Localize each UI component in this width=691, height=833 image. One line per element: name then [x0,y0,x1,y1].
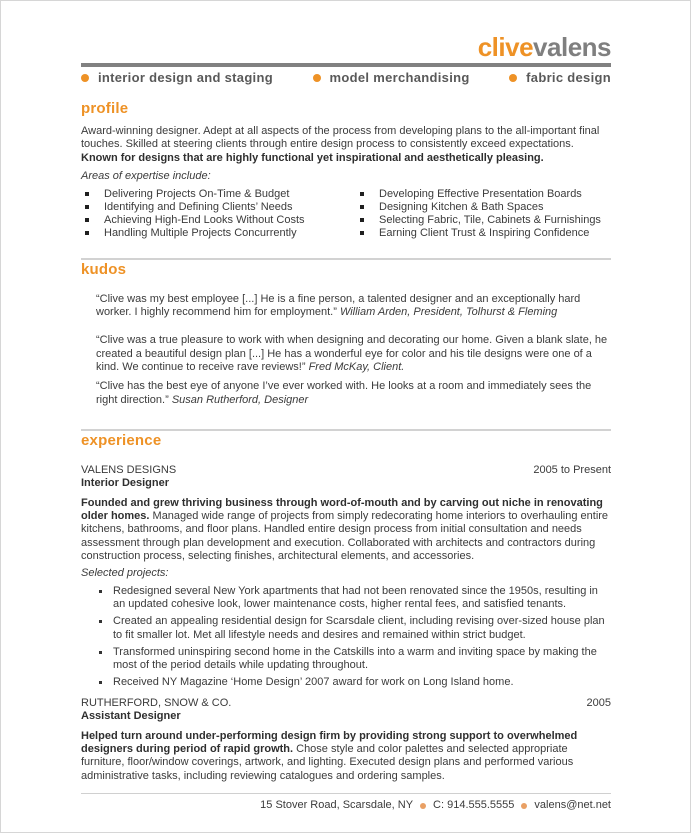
square-bullet-icon [99,681,102,684]
list-item [81,676,611,689]
job-description-bold: Founded and grew thriving business through word-of-mouth and by carving out niche in renovating older homes. [81,496,603,523]
tagline-label: fabric design [526,70,611,85]
bullet-dot-icon [509,74,517,82]
job-description-text: Managed wide range of projects from simply redecorating home interiors to overhauling entire kitchens, bathrooms, and floor plans. Handled entire design process from initial consultation and needs assessment through plan development and execution. Collaborated with architects and contractors during construction process, selecting finishes, architectural elements, and accessories. [81,510,609,563]
job-description [81,497,611,563]
company-name: VALENS DESIGNS [81,463,177,476]
square-bullet-icon [360,205,364,209]
square-bullet-icon [99,620,102,623]
job-title: Interior Designer [81,476,170,489]
quote-attribution: Fred McKay, Client. [308,361,405,373]
list-item [81,585,611,612]
tagline [81,70,611,86]
quote-attribution: Susan Rutherford, Designer [171,393,309,406]
list-item [356,188,611,201]
project-text: Received NY Magazine ‘Home Design’ 2007 award for work on Long Island home. [113,676,514,689]
profile-summary [81,125,611,165]
job-dates: 2005 to Present [533,463,611,476]
bullet-dot-icon [81,74,89,82]
project-text: Created an appealing residential design for Scarsdale client, including revising over-sized house plan to fit smaller lot. Met all lifestyle needs and desires and remained within strict budget. [113,615,605,641]
expertise-columns [81,188,611,240]
brand-last-name: valens [533,32,611,62]
header-rule [81,63,611,67]
list-item [356,214,611,227]
square-bullet-icon [85,218,89,222]
contact-phone: C: 914.555.5555 [433,799,515,811]
list-item [81,615,611,642]
quote-text: “Clive was a true pleasure to work with when designing and decorating our home. Given a blank slate, he created a beautiful design plan [...] He has a wonderful eye for color and his tile designs were one of a kind. We continue to receive rave reviews!” [96,334,608,373]
testimonial-quote [96,334,611,374]
profile-summary-bold: Known for designs that are highly functional yet inspirational and aesthetically pleasing. [81,151,544,164]
tagline-label: model merchandising [329,70,470,85]
profile-heading: profile [81,100,129,117]
footer [81,793,611,812]
list-item [81,646,611,673]
tagline-label: interior design and staging [98,70,273,85]
kudos-heading: kudos [81,260,127,278]
job-description-bold: Helped turn around under-performing design firm by providing strong support to overwhelmed designers during period of rapid growth. [81,729,578,756]
quote-text: “Clive was my best employee [...] He is a fine person, a talented designer and an exceptionally hard worker. I highly recommend him for employment.” [96,292,581,319]
projects-label: Selected projects: [81,567,169,580]
expertise-text: Handling Multiple Projects Concurrently [104,226,297,239]
quote-text: “Clive has the best eye of anyone I’ve ever worked with. He looks at a room and immediately sees the right direction.” [96,380,592,406]
job-description [81,730,611,783]
bullet-dot-icon [420,803,426,809]
job-header [81,464,611,477]
bullet-dot-icon [313,74,321,82]
job-entry [81,464,611,690]
brand-first-name: clive [477,32,534,62]
list-item [81,201,356,214]
testimonial-quote [96,380,611,407]
section-kudos [81,258,611,407]
job-header [81,697,611,710]
list-item [81,188,356,201]
job-description-text: Chose style and color palettes and selected appropriate furniture, floor/window coverings, artwork, and lighting. Executed design plans and performed various administrative tasks, including reviewing catalogues and ordering samples. [81,743,574,782]
testimonial-quote [96,293,611,320]
expertise-label: Areas of expertise include: [81,169,211,182]
job-title: Assistant Designer [81,709,181,722]
tagline-item [313,70,470,86]
list-item [81,227,356,240]
list-item [356,201,611,214]
footer-rule [81,793,611,794]
square-bullet-icon [360,192,364,196]
experience-heading: experience [81,431,162,449]
expertise-text: Delivering Projects On-Time & Budget [104,188,290,201]
profile-summary-text: Award-winning designer. Adept at all aspects of the process from developing plans to the all-important final touches. Skilled at steering clients through entire design process to consistently exceed expectations. [81,125,600,151]
contact-line [81,799,611,812]
quote-attribution: William Arden, President, Tolhurst & Fleming [339,306,558,319]
company-name: RUTHERFORD, SNOW & CO. [81,696,232,709]
tagline-item [81,70,273,86]
section-profile [81,99,611,240]
square-bullet-icon [85,231,89,235]
project-list [81,585,611,690]
expertise-text: Designing Kitchen & Bath Spaces [379,201,544,214]
square-bullet-icon [85,205,89,209]
expertise-list-left [81,188,356,240]
square-bullet-icon [85,192,89,196]
section-experience [81,429,611,783]
expertise-text: Developing Effective Presentation Boards [379,188,582,201]
contact-email: valens@net.net [534,799,611,811]
square-bullet-icon [360,231,364,235]
tagline-item [509,70,611,86]
square-bullet-icon [99,590,102,593]
expertise-text: Identifying and Defining Clients’ Needs [104,201,293,214]
project-text: Redesigned several New York apartments that had not been renovated since the 1950s, resulting in an updated cohesive look, lower maintenance costs, higher rental fees, and satisfied tenants. [113,584,598,610]
project-text: Transformed uninspiring second home in the Catskills into a warm and inviting space by making the most of the period details while updating throughout. [113,645,597,672]
list-item [81,214,356,227]
expertise-text: Achieving High-End Looks Without Costs [104,214,305,226]
square-bullet-icon [360,218,364,222]
expertise-text: Earning Client Trust & Inspiring Confidence [379,226,590,239]
expertise-text: Selecting Fabric, Tile, Cabinets & Furnishings [379,214,601,226]
bullet-dot-icon [521,803,527,809]
expertise-list-right [356,188,611,240]
job-dates: 2005 [586,696,611,709]
job-entry [81,697,611,783]
square-bullet-icon [99,651,102,654]
list-item [356,227,611,240]
brand-name [81,34,611,60]
contact-address: 15 Stover Road, Scarsdale, NY [260,799,414,811]
